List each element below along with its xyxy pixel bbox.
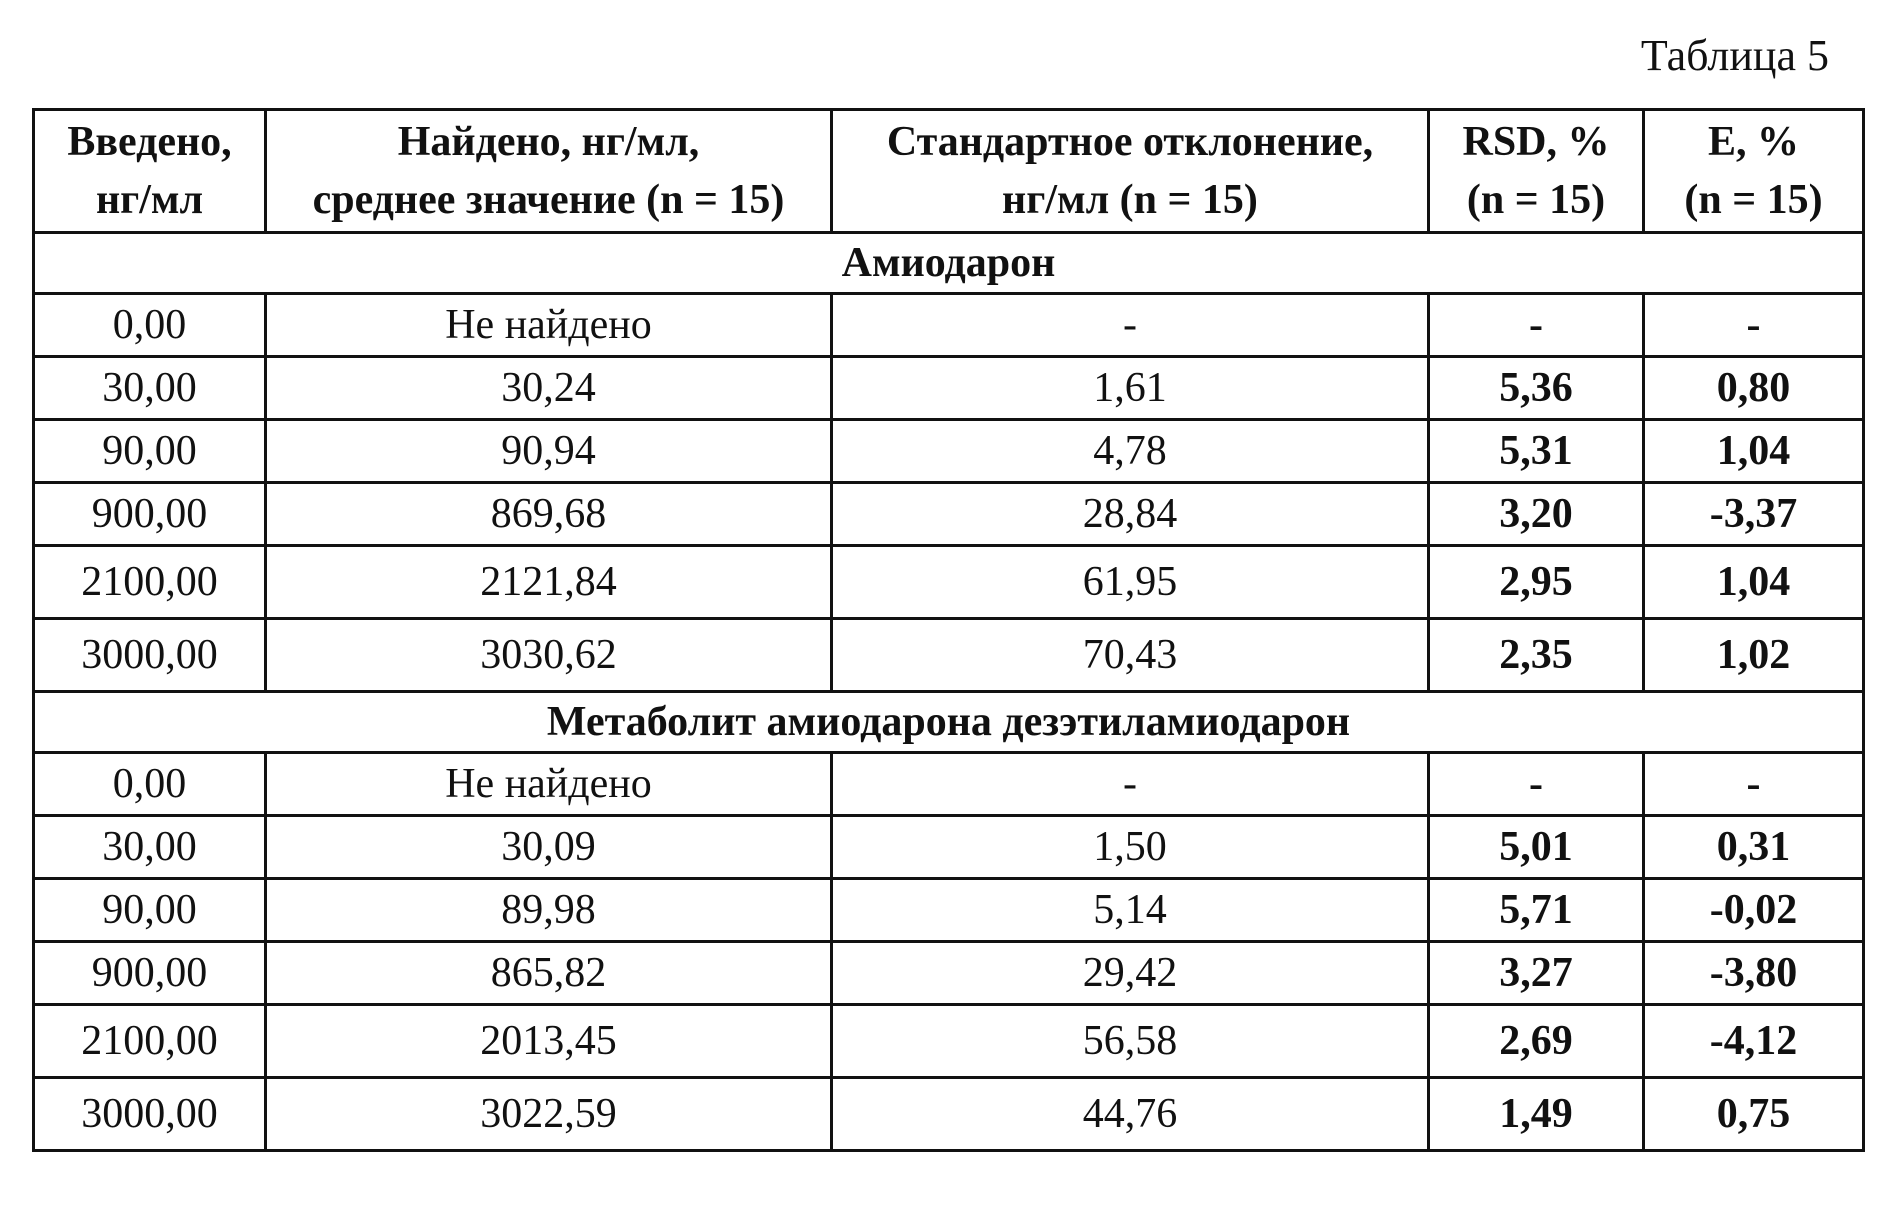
data-table — [32, 108, 1865, 1152]
cell-std-dev: - — [832, 753, 1429, 816]
cell-std-dev: 1,50 — [832, 816, 1429, 879]
cell-e: -4,12 — [1644, 1005, 1864, 1078]
cell-found: Не найдено — [266, 294, 832, 357]
cell-e: 0,31 — [1644, 816, 1864, 879]
cell-std-dev: 4,78 — [832, 420, 1429, 483]
cell-found: 869,68 — [266, 483, 832, 546]
table-row — [34, 294, 1864, 357]
cell-introduced: 90,00 — [34, 879, 266, 942]
table-caption: Таблица 5 — [1640, 31, 1829, 80]
cell-found: 89,98 — [266, 879, 832, 942]
table-row — [34, 357, 1864, 420]
cell-found: 2013,45 — [266, 1005, 832, 1078]
cell-std-dev: 1,61 — [832, 357, 1429, 420]
cell-e: -3,37 — [1644, 483, 1864, 546]
cell-rsd: 5,71 — [1429, 879, 1644, 942]
cell-std-dev: 44,76 — [832, 1078, 1429, 1151]
header-introduced: Введено, нг/мл — [34, 110, 266, 233]
table-row — [34, 420, 1864, 483]
section-title: Амиодарон — [34, 233, 1864, 294]
cell-found: 2121,84 — [266, 546, 832, 619]
cell-introduced: 3000,00 — [34, 1078, 266, 1151]
table-row — [34, 1005, 1864, 1078]
table-row — [34, 483, 1864, 546]
cell-e: -0,02 — [1644, 879, 1864, 942]
table-row — [34, 816, 1864, 879]
cell-e: - — [1644, 294, 1864, 357]
cell-found: 90,94 — [266, 420, 832, 483]
cell-std-dev: 70,43 — [832, 619, 1429, 692]
cell-found: 30,24 — [266, 357, 832, 420]
cell-introduced: 2100,00 — [34, 1005, 266, 1078]
cell-introduced: 2100,00 — [34, 546, 266, 619]
cell-found: 30,09 — [266, 816, 832, 879]
cell-e: -3,80 — [1644, 942, 1864, 1005]
cell-rsd: 2,95 — [1429, 546, 1644, 619]
header-rsd: RSD, % (n = 15) — [1429, 110, 1644, 233]
cell-found: 3022,59 — [266, 1078, 832, 1151]
header-row — [34, 110, 1864, 233]
cell-std-dev: 61,95 — [832, 546, 1429, 619]
cell-introduced: 900,00 — [34, 942, 266, 1005]
cell-rsd: 5,01 — [1429, 816, 1644, 879]
cell-introduced: 0,00 — [34, 753, 266, 816]
cell-rsd: 2,69 — [1429, 1005, 1644, 1078]
table-row — [34, 879, 1864, 942]
cell-std-dev: 56,58 — [832, 1005, 1429, 1078]
cell-std-dev: 29,42 — [832, 942, 1429, 1005]
table-row — [34, 546, 1864, 619]
table-row — [34, 942, 1864, 1005]
table-row — [34, 1078, 1864, 1151]
cell-e: 1,02 — [1644, 619, 1864, 692]
section-title: Метаболит амиодарона дезэтиламиодарон — [34, 692, 1864, 753]
header-found: Найдено, нг/мл, среднее значение (n = 15) — [266, 110, 832, 233]
cell-rsd: - — [1429, 294, 1644, 357]
cell-rsd: 3,27 — [1429, 942, 1644, 1005]
cell-rsd: 5,36 — [1429, 357, 1644, 420]
cell-e: 1,04 — [1644, 546, 1864, 619]
table-row — [34, 753, 1864, 816]
cell-introduced: 90,00 — [34, 420, 266, 483]
section-row — [34, 233, 1864, 294]
cell-found: 865,82 — [266, 942, 832, 1005]
cell-e: 0,75 — [1644, 1078, 1864, 1151]
header-e: E, % (n = 15) — [1644, 110, 1864, 233]
cell-std-dev: - — [832, 294, 1429, 357]
section-row — [34, 692, 1864, 753]
cell-found: Не найдено — [266, 753, 832, 816]
cell-rsd: 1,49 — [1429, 1078, 1644, 1151]
table-row — [34, 619, 1864, 692]
header-std-dev: Стандартное отклонение, нг/мл (n = 15) — [832, 110, 1429, 233]
cell-introduced: 30,00 — [34, 816, 266, 879]
cell-rsd: - — [1429, 753, 1644, 816]
cell-e: 1,04 — [1644, 420, 1864, 483]
cell-introduced: 0,00 — [34, 294, 266, 357]
cell-introduced: 900,00 — [34, 483, 266, 546]
cell-std-dev: 28,84 — [832, 483, 1429, 546]
cell-introduced: 3000,00 — [34, 619, 266, 692]
cell-std-dev: 5,14 — [832, 879, 1429, 942]
cell-rsd: 5,31 — [1429, 420, 1644, 483]
cell-e: 0,80 — [1644, 357, 1864, 420]
cell-introduced: 30,00 — [34, 357, 266, 420]
cell-found: 3030,62 — [266, 619, 832, 692]
cell-e: - — [1644, 753, 1864, 816]
cell-rsd: 2,35 — [1429, 619, 1644, 692]
cell-rsd: 3,20 — [1429, 483, 1644, 546]
